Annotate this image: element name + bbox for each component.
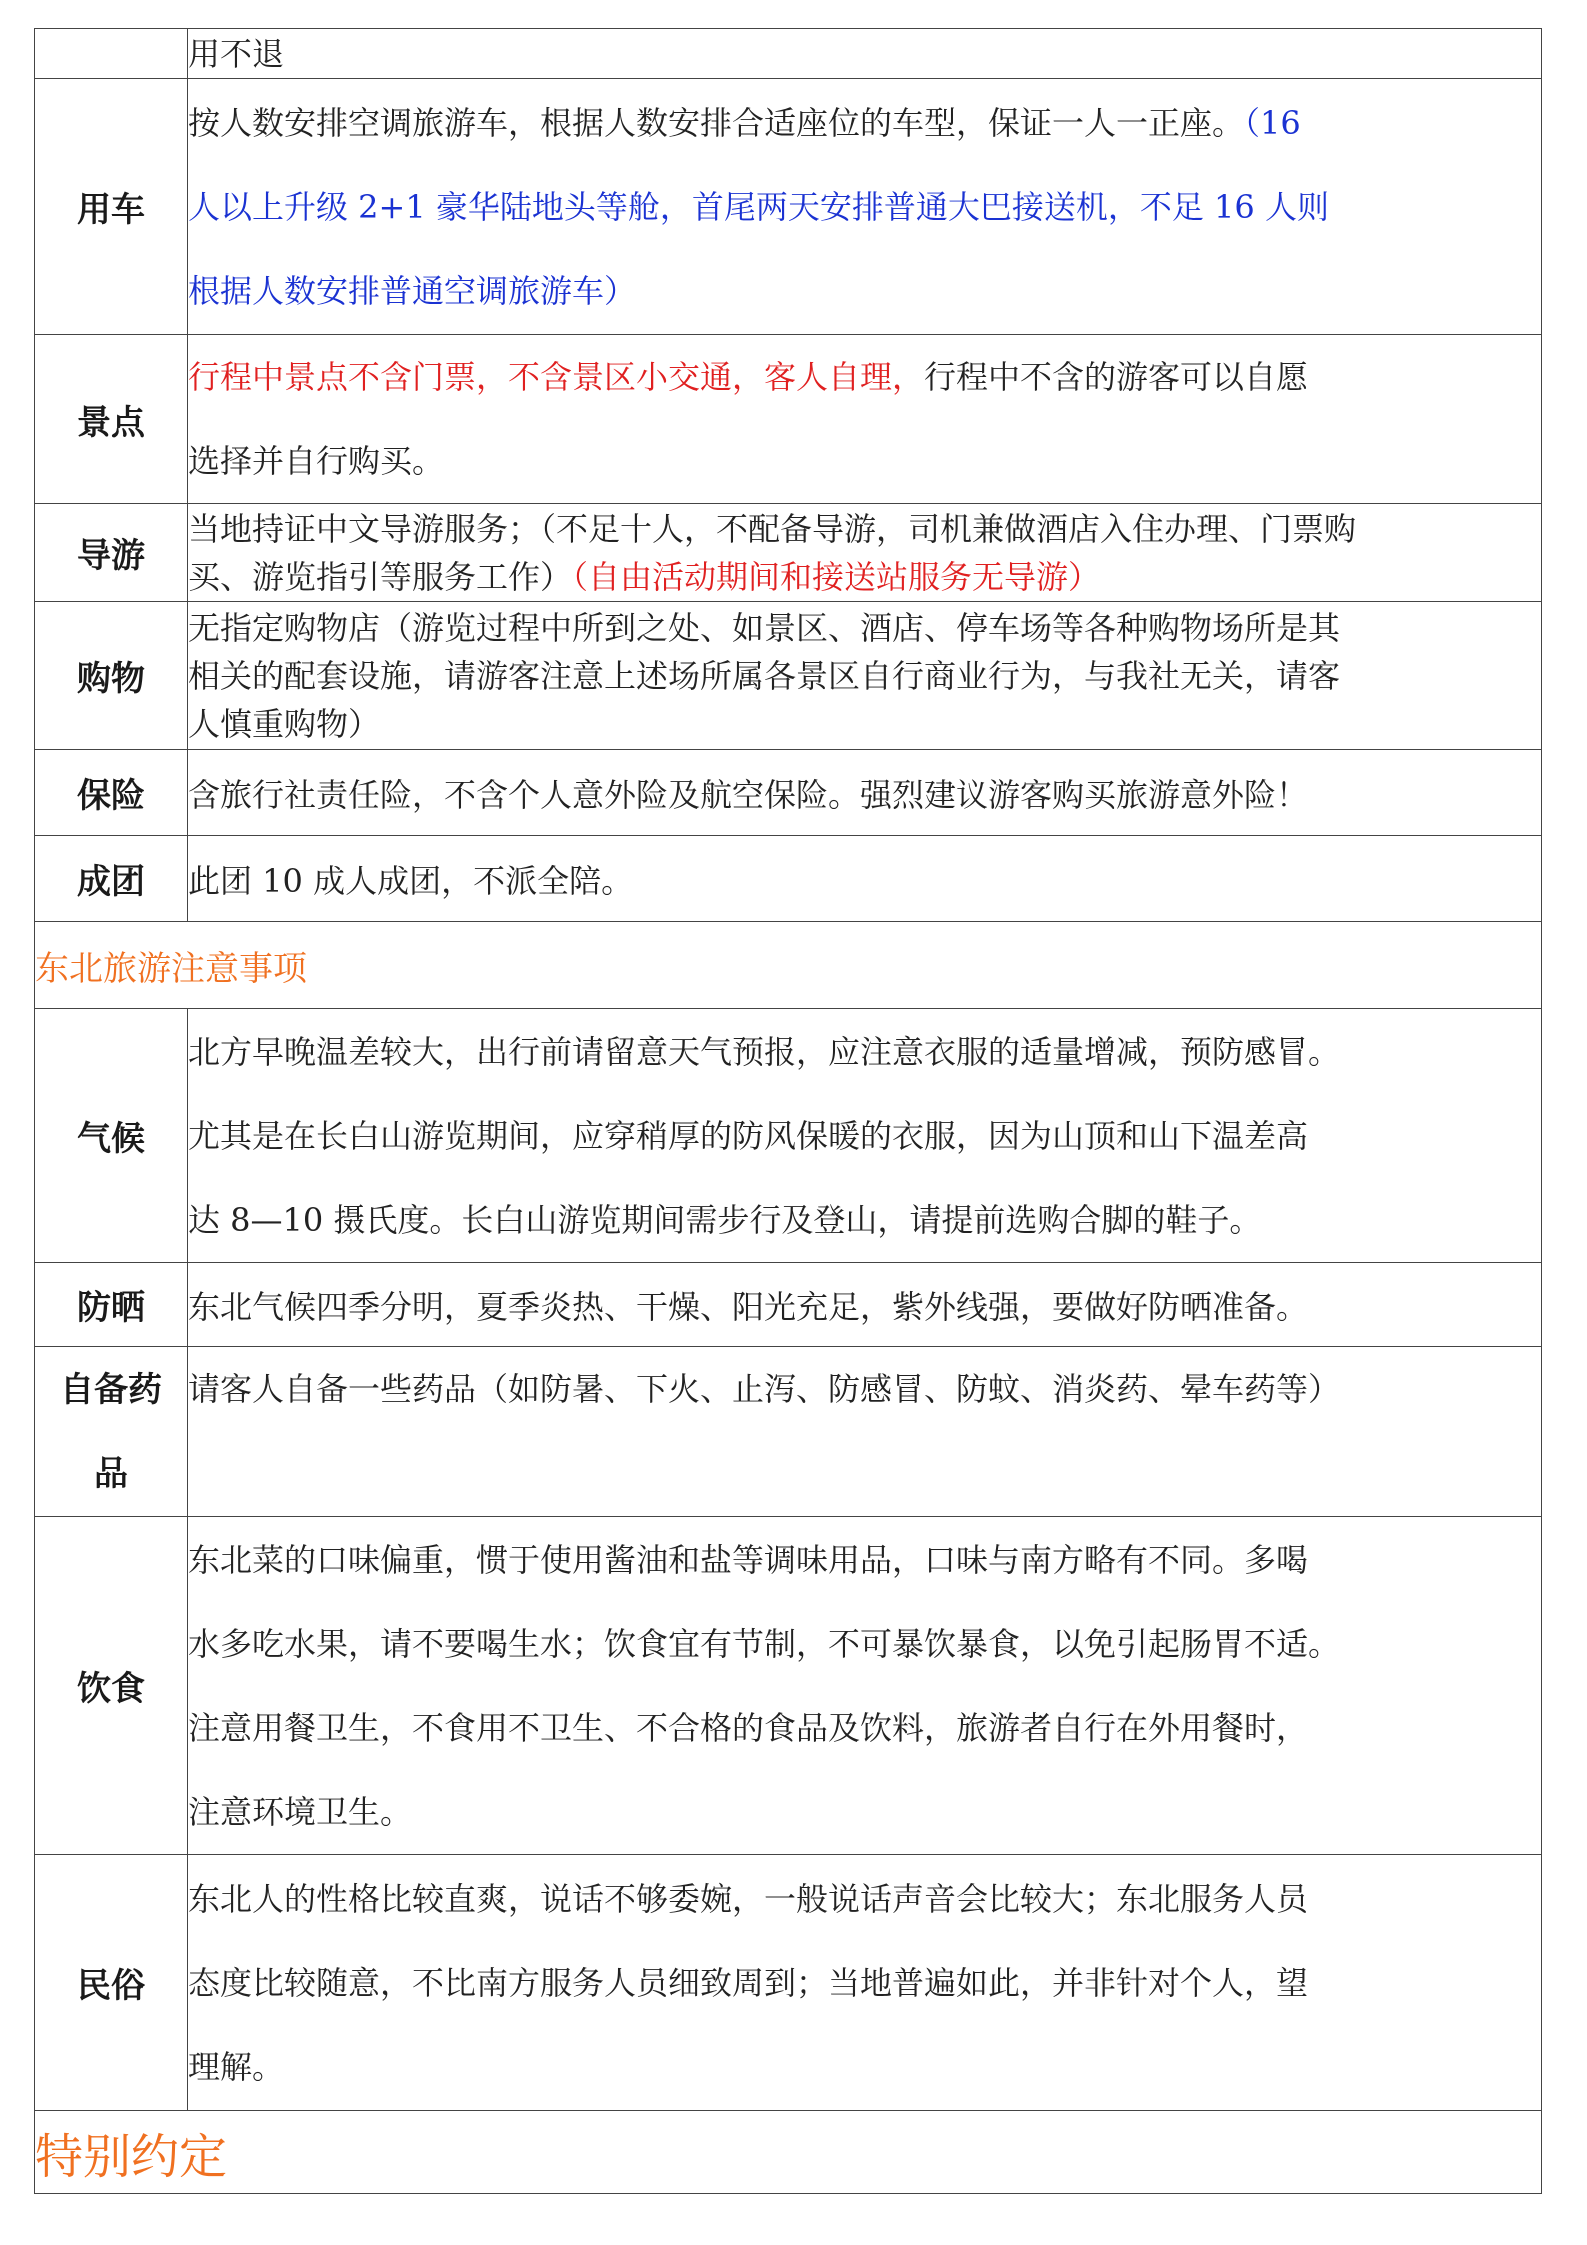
- row-label: 保险: [35, 750, 188, 836]
- content-line: 人慎重购物）: [188, 704, 381, 743]
- row-label: 购物: [35, 602, 188, 750]
- label-line: 自备药: [60, 1369, 162, 1410]
- content-line: 选择并自行购买。: [188, 442, 445, 480]
- table-row-group: [35, 836, 1542, 922]
- section-title: 特别约定: [35, 2111, 1542, 2194]
- table-row-climate: [35, 1009, 1542, 1263]
- content-highlight-blue: 人以上升级 2+1 豪华陆地头等舱，首尾两天安排普通大巴接送机，不足 16 人则: [188, 187, 1329, 226]
- row-content: [188, 836, 1542, 922]
- content-line: 水多吃水果，请不要喝生水；饮食宜有节制，不可暴饮暴食，以免引起肠胃不适。: [188, 1624, 1341, 1663]
- itinerary-table: [34, 28, 1542, 2194]
- content-text: 行程中不含的游客可以自愿: [924, 358, 1309, 396]
- row-content: [188, 602, 1542, 750]
- content-highlight-red: 行程中景点不含门票，不含景区小交通，客人自理，: [188, 358, 925, 396]
- content-line: 相关的配套设施，请游客注意上述场所属各景区自行商业行为，与我社无关，请客: [188, 656, 1341, 695]
- section-title: 东北旅游注意事项: [35, 922, 1542, 1009]
- content-line: 无指定购物店（游览过程中所到之处、如景区、酒店、停车场等各种购物场所是其: [188, 608, 1341, 647]
- table-row-diet: [35, 1517, 1542, 1855]
- content-text: 买、游览指引等服务工作）: [188, 557, 573, 596]
- row-label: [35, 29, 188, 79]
- content-highlight-red: （自由活动期间和接送站服务无导游）: [572, 557, 1101, 596]
- table-row-insurance: [35, 750, 1542, 836]
- table-row-medicine: [35, 1347, 1542, 1517]
- table-row-customs: [35, 1855, 1542, 2111]
- table-row: [35, 29, 1542, 79]
- row-label: 导游: [35, 504, 188, 602]
- content-line: 注意用餐卫生，不食用不卫生、不合格的食品及饮料，旅游者自行在外用餐时，: [188, 1708, 1309, 1747]
- row-content: [188, 1517, 1542, 1855]
- row-content: [188, 79, 1542, 335]
- row-content: [188, 335, 1542, 504]
- row-content: [188, 1855, 1542, 2111]
- row-label: 用车: [35, 79, 188, 335]
- row-label: 景点: [35, 335, 188, 504]
- table-row-shopping: [35, 602, 1542, 750]
- table-row-sunscreen: [35, 1263, 1542, 1347]
- content-line: 态度比较随意，不比南方服务人员细致周到；当地普遍如此，并非针对个人，望: [188, 1963, 1309, 2002]
- table-row-guide: [35, 504, 1542, 602]
- row-label: 饮食: [35, 1517, 188, 1855]
- row-content: [188, 750, 1542, 836]
- row-label: 气候: [35, 1009, 188, 1263]
- row-label: 防晒: [35, 1263, 188, 1347]
- content-line: 含旅行社责任险，不含个人意外险及航空保险。强烈建议游客购买旅游意外险！: [188, 775, 1309, 814]
- content-line: 东北人的性格比较直爽，说话不够委婉，一般说话声音会比较大；东北服务人员: [188, 1879, 1309, 1918]
- content-line: 东北气候四季分明，夏季炎热、干燥、阳光充足，紫外线强，要做好防晒准备。: [188, 1287, 1309, 1326]
- content-line: 东北菜的口味偏重，惯于使用酱油和盐等调味用品，口味与南方略有不同。多喝: [188, 1540, 1309, 1579]
- content-line: 理解。: [188, 2047, 285, 2086]
- content-line: 请客人自备一些药品（如防暑、下火、止泻、防感冒、防蚊、消炎药、晕车药等）: [188, 1370, 1341, 1408]
- row-content: [188, 1263, 1542, 1347]
- row-label: 成团: [35, 836, 188, 922]
- content-line: 用不退: [188, 34, 285, 73]
- table-row-attractions: [35, 335, 1542, 504]
- row-content: [188, 1009, 1542, 1263]
- row-content: [188, 1347, 1542, 1517]
- content-line: 注意环境卫生。: [188, 1792, 413, 1831]
- content-line: 当地持证中文导游服务；（不足十人，不配备导游，司机兼做酒店入住办理、门票购: [188, 509, 1357, 548]
- row-label: [35, 1347, 188, 1517]
- content-text: 按人数安排空调旅游车，根据人数安排合适座位的车型，保证一人一正座。: [188, 103, 1245, 142]
- row-label: 民俗: [35, 1855, 188, 2111]
- content-line: 达 8—10 摄氏度。长白山游览期间需步行及登山，请提前选购合脚的鞋子。: [188, 1200, 1262, 1239]
- content-line: 此团 10 成人成团，不派全陪。: [188, 861, 634, 900]
- section-header-row: [35, 2111, 1542, 2194]
- row-content: [188, 504, 1542, 602]
- table-row-vehicle: [35, 79, 1542, 335]
- content-line: 尤其是在长白山游览期间，应穿稍厚的防风保暖的衣服，因为山顶和山下温差高: [188, 1116, 1309, 1155]
- section-header-row: [35, 922, 1542, 1009]
- content-highlight-blue: 根据人数安排普通空调旅游车）: [188, 271, 637, 310]
- label-line: 品: [94, 1453, 128, 1494]
- content-line: 北方早晚温差较大，出行前请留意天气预报，应注意衣服的适量增减，预防感冒。: [188, 1032, 1341, 1071]
- content-highlight-blue: （16: [1244, 103, 1301, 142]
- row-content: [188, 29, 1542, 79]
